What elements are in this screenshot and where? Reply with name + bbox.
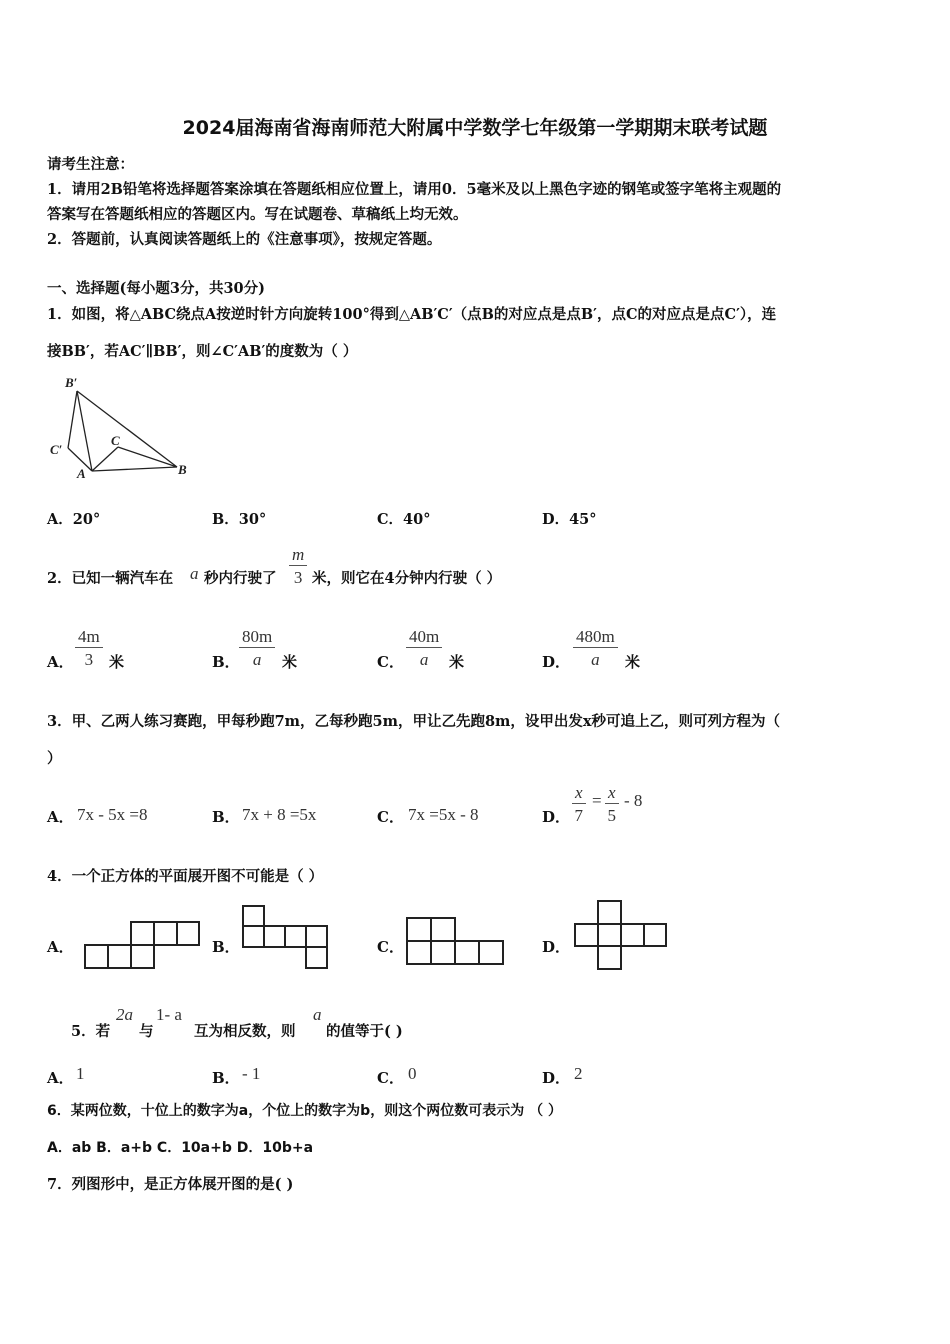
q3-option-b-label[interactable]: B． xyxy=(212,808,240,826)
q4-option-d-label[interactable]: D． xyxy=(542,938,571,956)
q2-option-d-label[interactable]: D． xyxy=(542,653,571,671)
question-5-expr-2: 1- a xyxy=(156,1005,182,1024)
q3-option-b-expr: 7x + 8 =5x xyxy=(242,805,317,824)
label-c-prime: C′ xyxy=(50,442,63,457)
question-2-fraction xyxy=(289,546,307,586)
section-heading: 一、选择题(每小题3分，共30分) xyxy=(47,280,265,297)
question-1-figure xyxy=(40,370,200,485)
question-5-mid: 与 xyxy=(139,1023,154,1040)
fraction-numerator: m xyxy=(289,546,307,566)
page-title: 2024届海南省海南师范大附属中学数学七年级第一学期期末联考试题 xyxy=(182,117,768,139)
q2-option-d-fraction xyxy=(573,628,618,668)
q4-option-a-label[interactable]: A． xyxy=(47,938,74,956)
fraction-numerator: x xyxy=(605,784,619,804)
question-5-expr-1: 2a xyxy=(116,1005,133,1024)
fraction-numerator: x xyxy=(572,784,586,804)
fraction-numerator: 40m xyxy=(406,628,442,648)
edge-bp-b xyxy=(77,391,177,467)
q2-option-b-fraction xyxy=(239,628,275,668)
q4-option-c-label[interactable]: C． xyxy=(377,938,404,956)
q1-option-b[interactable] xyxy=(212,508,266,529)
notice-line-1b: 答案写在答题纸相应的答题区内。写在试题卷、草稿纸上均无效。 xyxy=(47,206,468,223)
q3-option-d-fraction-1 xyxy=(572,784,586,824)
q3-option-d-label[interactable]: D． xyxy=(542,808,571,826)
edge-a-c xyxy=(92,447,118,471)
question-4-text: 4．一个正方体的平面展开图不可能是（ ） xyxy=(47,868,324,885)
option-label: A． xyxy=(47,511,73,528)
question-2-var-a: a xyxy=(190,564,199,583)
q5-option-d-label[interactable]: D． xyxy=(542,1069,571,1087)
label-a: A xyxy=(77,466,86,481)
q4-option-b-label[interactable]: B． xyxy=(212,938,240,956)
notice-line-2: 2．答题前，认真阅读答题纸上的《注意事项》，按规定答题。 xyxy=(47,231,442,248)
q5-option-b-value: - 1 xyxy=(242,1064,261,1083)
q5-option-a-value: 1 xyxy=(76,1064,85,1083)
fraction-denominator: 3 xyxy=(293,568,303,587)
q2-option-b-label[interactable]: B． xyxy=(212,653,240,671)
q2-option-c-label[interactable]: C． xyxy=(377,653,404,671)
q1-option-d[interactable] xyxy=(542,508,597,529)
q2-option-b-unit: 米 xyxy=(282,653,298,671)
q2-option-c-fraction xyxy=(406,628,442,668)
option-label: C． xyxy=(377,511,404,528)
question-5-var-a: a xyxy=(313,1005,322,1024)
q5-option-b-label[interactable]: B． xyxy=(212,1069,240,1087)
q2-option-a-unit: 米 xyxy=(109,653,125,671)
fraction-denominator: 7 xyxy=(574,806,584,825)
question-6-text: 6．某两位数，十位上的数字为a，个位上的数字为b，则这个两位数可表示为 （ ） xyxy=(47,1103,562,1119)
fraction-denominator: 5 xyxy=(607,806,617,825)
q3-option-d-equals: = xyxy=(592,791,602,810)
fraction-denominator: a xyxy=(591,650,600,669)
question-7-text: 7．列图形中，是正方体展开图的是( ) xyxy=(47,1176,294,1193)
q3-option-a-expr: 7x - 5x =8 xyxy=(77,805,148,824)
q2-option-d-unit: 米 xyxy=(625,653,641,671)
fraction-numerator: 80m xyxy=(239,628,275,648)
q1-option-a[interactable] xyxy=(47,508,100,529)
notice-line-1a: 1．请用2B铅笔将选择题答案涂填在答题纸相应位置上，请用0．5毫米及以上黑色字迹的钢笔或签字笔将主观题的 xyxy=(47,181,782,198)
option-text: 40° xyxy=(403,511,431,528)
question-6-options[interactable]: A．ab B．a+b C．10a+b D．10b+a xyxy=(47,1140,314,1156)
q5-option-a-label[interactable]: A． xyxy=(47,1069,74,1087)
question-2-post: 米，则它在4分钟内行驶（ ） xyxy=(312,570,502,587)
fraction-denominator: a xyxy=(419,650,429,669)
option-text: 30° xyxy=(238,511,267,528)
q4-option-a-net xyxy=(84,921,200,969)
q4-option-b-net xyxy=(242,905,330,969)
question-3-line-2: ） xyxy=(47,750,62,767)
q2-option-c-unit: 米 xyxy=(449,653,465,671)
option-label: D． xyxy=(542,511,570,528)
question-5-post-1: 互为相反数，则 xyxy=(194,1023,296,1040)
edge-c-b xyxy=(118,447,177,467)
option-label: B． xyxy=(212,511,239,528)
question-3-line-1: 3．甲、乙两人练习赛跑，甲每秒跑7m，乙每秒跑5m，甲让乙先跑8m，设甲出发x秒可追上乙，则可列方程为（ xyxy=(47,713,781,730)
q4-option-d-net xyxy=(574,900,668,970)
edge-a-b xyxy=(92,467,177,471)
fraction-numerator: 480m xyxy=(573,628,618,648)
fraction-numerator: 4m xyxy=(75,628,103,648)
fraction-denominator: a xyxy=(252,650,262,669)
q3-option-c-expr: 7x =5x - 8 xyxy=(408,805,479,824)
q3-option-d-rest: - 8 xyxy=(624,791,643,810)
label-c: C xyxy=(111,433,120,448)
question-5-pre: 5．若 xyxy=(71,1023,111,1040)
question-5-post-2: 的值等于( ) xyxy=(326,1023,403,1040)
option-text: 20° xyxy=(72,511,101,528)
edge-bp-cp xyxy=(68,391,77,448)
label-b-prime: B′ xyxy=(65,375,78,390)
question-1-line-2: 接BB′，若AC′∥BB′，则∠C′AB′的度数为（ ） xyxy=(47,343,358,360)
q3-option-c-label[interactable]: C． xyxy=(377,808,404,826)
q3-option-d-fraction-2 xyxy=(605,784,619,824)
q2-option-a-label[interactable]: A． xyxy=(47,653,74,671)
question-2-pre: 2．已知一辆汽车在 xyxy=(47,570,174,587)
option-text: 45° xyxy=(569,511,597,528)
q1-option-c[interactable] xyxy=(377,508,430,529)
notice-heading: 请考生注意： xyxy=(47,156,134,173)
q2-option-a-fraction xyxy=(75,628,103,668)
q5-option-c-label[interactable]: C． xyxy=(377,1069,404,1087)
question-2-mid: 秒内行驶了 xyxy=(204,570,277,587)
q3-option-a-label[interactable]: A． xyxy=(47,808,74,826)
q5-option-c-value: 0 xyxy=(408,1064,417,1083)
q4-option-c-net xyxy=(406,917,504,965)
fraction-denominator: 3 xyxy=(84,650,94,669)
q5-option-d-value: 2 xyxy=(574,1064,583,1083)
question-1-line-1: 1．如图，将△ABC绕点A按逆时针方向旋转100°得到△AB′C′（点B的对应点是点B′，点C的对应点是点C′），连 xyxy=(47,306,777,323)
label-b: B xyxy=(178,462,187,477)
